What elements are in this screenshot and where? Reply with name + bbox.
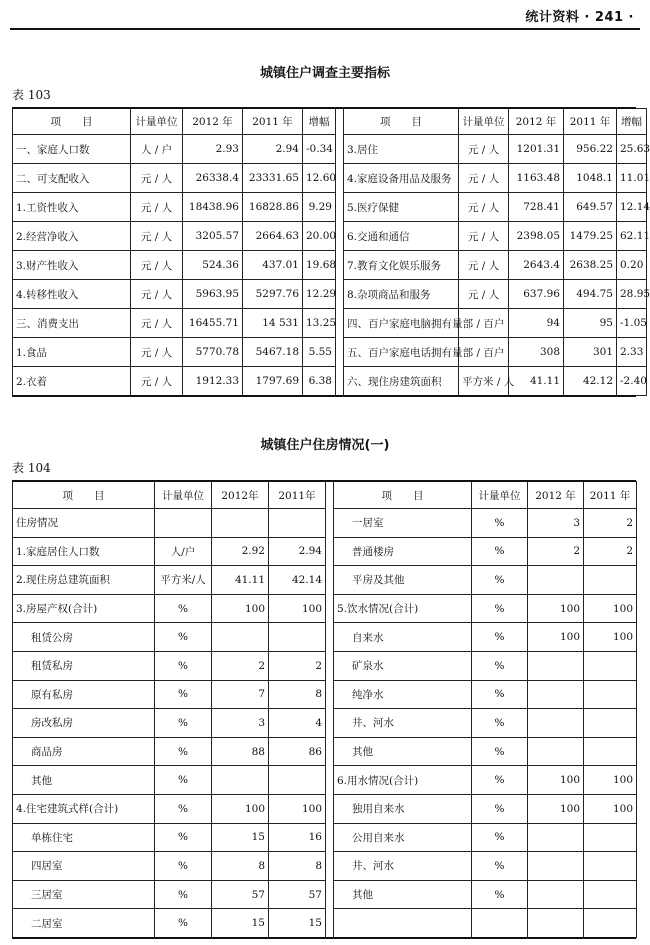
cell-value: 649.57 (564, 193, 617, 222)
cell-value: 437.01 (243, 251, 303, 280)
cell-value: 5467.18 (243, 338, 303, 367)
cell-value: 2398.05 (509, 222, 564, 251)
cell-value: 2664.63 (243, 222, 303, 251)
column-separator (336, 367, 344, 396)
column-header: 项 目 (334, 482, 472, 509)
column-separator (336, 309, 344, 338)
column-header: 2011 年 (564, 109, 617, 135)
cell-value: 15 (212, 823, 269, 852)
row-label: 商品房 (13, 737, 155, 766)
row-label: 5.饮水情况(合计) (334, 594, 472, 623)
table103-title: 城镇住户调查主要指标 (259, 66, 390, 81)
cell-value (528, 880, 584, 909)
row-label: 3.房屋产权(合计) (13, 594, 155, 623)
cell-value: 元 / 人 (131, 164, 183, 193)
cell-value: % (155, 709, 212, 738)
column-separator (326, 509, 334, 538)
cell-value (155, 509, 212, 538)
column-separator (336, 164, 344, 193)
cell-value (528, 852, 584, 881)
cell-value: 308 (509, 338, 564, 367)
row-label: 2.衣着 (13, 367, 131, 396)
cell-value: -0.34 (303, 135, 336, 164)
cell-value (584, 566, 637, 595)
cell-value: 5963.95 (183, 280, 243, 309)
column-header: 2012年 (212, 482, 269, 509)
cell-value: 20.00 (303, 222, 336, 251)
cell-value: 100 (584, 623, 637, 652)
column-separator (336, 193, 344, 222)
table-row (13, 709, 637, 738)
cell-value (528, 823, 584, 852)
cell-value: 15 (212, 909, 269, 938)
column-header: 计量单位 (155, 482, 212, 509)
cell-value: 5297.76 (243, 280, 303, 309)
table-row (13, 880, 637, 909)
column-separator (336, 222, 344, 251)
table-row (13, 594, 637, 623)
column-header: 增幅 (303, 109, 336, 135)
column-separator (336, 280, 344, 309)
table103 (12, 108, 650, 396)
cell-value: 元 / 人 (131, 367, 183, 396)
cell-value: 16828.86 (243, 193, 303, 222)
row-label: 5.医疗保健 (344, 193, 459, 222)
column-separator (326, 823, 334, 852)
cell-value (528, 680, 584, 709)
table103-grid (12, 108, 650, 396)
row-label: 4.住宅建筑式样(合计) (13, 794, 155, 823)
cell-value: 12.29 (303, 280, 336, 309)
cell-value: % (155, 880, 212, 909)
cell-value (584, 823, 637, 852)
cell-value: % (472, 537, 528, 566)
cell-value: 100 (584, 766, 637, 795)
cell-value: 25.63 (617, 135, 647, 164)
column-header: 2012 年 (528, 482, 584, 509)
column-header: 增幅 (617, 109, 647, 135)
cell-value: 1479.25 (564, 222, 617, 251)
cell-value: 18438.96 (183, 193, 243, 222)
row-label: 1.工资性收入 (13, 193, 131, 222)
cell-value: % (472, 680, 528, 709)
cell-value: 26338.4 (183, 164, 243, 193)
cell-value: 100 (528, 623, 584, 652)
table-row (13, 766, 637, 795)
cell-value: 3205.57 (183, 222, 243, 251)
column-separator (326, 880, 334, 909)
cell-value: 6.38 (303, 367, 336, 396)
cell-value: 16 (269, 823, 326, 852)
row-label: 自来水 (334, 623, 472, 652)
row-label: 4.转移性收入 (13, 280, 131, 309)
column-separator (326, 623, 334, 652)
cell-value: % (155, 680, 212, 709)
page-header (10, 0, 640, 30)
row-label: 其他 (334, 737, 472, 766)
cell-value (584, 852, 637, 881)
column-separator (326, 482, 334, 509)
cell-value: 100 (269, 794, 326, 823)
cell-value (269, 623, 326, 652)
cell-value: 2.93 (183, 135, 243, 164)
cell-value: % (155, 852, 212, 881)
row-label: 独用自来水 (334, 794, 472, 823)
row-label: 二居室 (13, 909, 155, 938)
column-header: 2012 年 (509, 109, 564, 135)
cell-value: 100 (212, 794, 269, 823)
cell-value: 1163.48 (509, 164, 564, 193)
cell-value: 2 (528, 537, 584, 566)
table-row (13, 651, 637, 680)
cell-value: 100 (584, 594, 637, 623)
row-label: 二、可支配收入 (13, 164, 131, 193)
cell-value: % (472, 566, 528, 595)
row-label: 8.杂项商品和服务 (344, 280, 459, 309)
table-row (13, 823, 637, 852)
cell-value: 4 (269, 709, 326, 738)
row-label: 1.家庭居住人口数 (13, 537, 155, 566)
row-label: 四居室 (13, 852, 155, 881)
cell-value: 2.33 (617, 338, 647, 367)
cell-value: % (472, 709, 528, 738)
cell-value: 12.60 (303, 164, 336, 193)
table-row (13, 737, 637, 766)
row-label: 7.教育文化娱乐服务 (344, 251, 459, 280)
table-header-row (13, 482, 637, 509)
table-row (13, 794, 637, 823)
cell-value: 1797.69 (243, 367, 303, 396)
table-row (13, 909, 637, 938)
column-separator (326, 737, 334, 766)
cell-value: 元 / 人 (459, 222, 509, 251)
column-separator (326, 566, 334, 595)
cell-value: -1.05 (617, 309, 647, 338)
cell-value: 8 (269, 680, 326, 709)
column-separator (336, 338, 344, 367)
cell-value: % (155, 651, 212, 680)
row-label: 3.财产性收入 (13, 251, 131, 280)
cell-value: 元 / 人 (131, 309, 183, 338)
row-label: 房改私房 (13, 709, 155, 738)
row-label: 平房及其他 (334, 566, 472, 595)
cell-value: 元 / 人 (459, 251, 509, 280)
row-label: 纯净水 (334, 680, 472, 709)
cell-value: 2 (584, 537, 637, 566)
column-separator (326, 852, 334, 881)
row-label: 三、消费支出 (13, 309, 131, 338)
cell-value: % (472, 623, 528, 652)
row-label: 单栋住宅 (13, 823, 155, 852)
cell-value: % (472, 594, 528, 623)
table104 (12, 481, 636, 938)
row-label: 2.经营净收入 (13, 222, 131, 251)
table-row (13, 680, 637, 709)
column-header: 计量单位 (131, 109, 183, 135)
cell-value (584, 737, 637, 766)
cell-value: 部 / 百户 (459, 338, 509, 367)
cell-value: 100 (584, 794, 637, 823)
cell-value (584, 880, 637, 909)
cell-value: 956.22 (564, 135, 617, 164)
cell-value (212, 766, 269, 795)
column-separator (326, 651, 334, 680)
cell-value: 41.11 (509, 367, 564, 396)
cell-value: 部 / 百户 (459, 309, 509, 338)
row-label: 六、现住房建筑面积 (344, 367, 459, 396)
cell-value: 14 531 (243, 309, 303, 338)
cell-value (528, 709, 584, 738)
column-separator (326, 909, 334, 938)
cell-value: 8 (212, 852, 269, 881)
row-label: 租赁私房 (13, 651, 155, 680)
cell-value: 13.25 (303, 309, 336, 338)
column-separator (336, 251, 344, 280)
cell-value: % (155, 737, 212, 766)
cell-value: 100 (528, 594, 584, 623)
row-label: 租赁公房 (13, 623, 155, 652)
cell-value: 88 (212, 737, 269, 766)
column-separator (326, 594, 334, 623)
table-row (13, 164, 647, 193)
cell-value: 16455.71 (183, 309, 243, 338)
cell-value: 元 / 人 (459, 164, 509, 193)
row-label: 其他 (334, 880, 472, 909)
cell-value: % (155, 823, 212, 852)
cell-value: 元 / 人 (131, 280, 183, 309)
cell-value: % (155, 909, 212, 938)
row-label: 其他 (13, 766, 155, 795)
cell-value: 2.92 (212, 537, 269, 566)
cell-value: % (472, 766, 528, 795)
cell-value: % (155, 623, 212, 652)
cell-value: 100 (528, 794, 584, 823)
cell-value: 28.95 (617, 280, 647, 309)
cell-value: 平方米/人 (155, 566, 212, 595)
table-row (13, 338, 647, 367)
cell-value: 301 (564, 338, 617, 367)
table-bottom-rule (12, 395, 636, 397)
cell-value: 41.11 (212, 566, 269, 595)
cell-value: % (472, 651, 528, 680)
cell-value: 元 / 人 (459, 135, 509, 164)
cell-value (528, 566, 584, 595)
cell-value: 1048.1 (564, 164, 617, 193)
table-row (13, 367, 647, 396)
column-header: 2011 年 (584, 482, 637, 509)
row-label: 四、百户家庭电脑拥有量 (344, 309, 459, 338)
table-row (13, 222, 647, 251)
cell-value: 62.11 (617, 222, 647, 251)
cell-value: 人 / 户 (131, 135, 183, 164)
row-label: 6.交通和通信 (344, 222, 459, 251)
cell-value: 5770.78 (183, 338, 243, 367)
cell-value: % (472, 794, 528, 823)
cell-value (212, 509, 269, 538)
cell-value: 元 / 人 (131, 251, 183, 280)
cell-value: 95 (564, 309, 617, 338)
row-label: 一、家庭人口数 (13, 135, 131, 164)
cell-value: 3 (528, 509, 584, 538)
row-label: 普通楼房 (334, 537, 472, 566)
cell-value: % (472, 737, 528, 766)
table-top-rule (12, 107, 636, 109)
cell-value: 23331.65 (243, 164, 303, 193)
column-header: 2011年 (269, 482, 326, 509)
cell-value: 86 (269, 737, 326, 766)
cell-value: 元 / 人 (459, 280, 509, 309)
row-label: 一居室 (334, 509, 472, 538)
cell-value: 0.20 (617, 251, 647, 280)
table-row (13, 623, 637, 652)
cell-value (584, 651, 637, 680)
cell-value (528, 737, 584, 766)
cell-value: 2.94 (243, 135, 303, 164)
column-header: 项 目 (344, 109, 459, 135)
row-label: 住房情况 (13, 509, 155, 538)
cell-value (584, 680, 637, 709)
cell-value: 9.29 (303, 193, 336, 222)
cell-value: 2643.4 (509, 251, 564, 280)
table104-grid (12, 481, 637, 938)
table-row (13, 309, 647, 338)
table-row (13, 852, 637, 881)
row-label: 3.居住 (344, 135, 459, 164)
cell-value: % (155, 794, 212, 823)
table-top-rule (12, 480, 636, 482)
table-row (13, 193, 647, 222)
cell-value: -2.40 (617, 367, 647, 396)
cell-value (584, 909, 637, 938)
cell-value: 7 (212, 680, 269, 709)
column-header: 计量单位 (472, 482, 528, 509)
cell-value (472, 909, 528, 938)
column-separator (326, 537, 334, 566)
table-bottom-rule (12, 937, 636, 939)
cell-value: % (472, 509, 528, 538)
cell-value: 100 (212, 594, 269, 623)
cell-value: 元 / 人 (131, 193, 183, 222)
column-header: 计量单位 (459, 109, 509, 135)
cell-value: 94 (509, 309, 564, 338)
cell-value: 5.55 (303, 338, 336, 367)
cell-value: 728.41 (509, 193, 564, 222)
column-header: 项 目 (13, 482, 155, 509)
column-separator (326, 709, 334, 738)
cell-value: 19.68 (303, 251, 336, 280)
cell-value: 494.75 (564, 280, 617, 309)
page-header-text: 统计资料 · 241 · (525, 10, 634, 25)
cell-value: 8 (269, 852, 326, 881)
cell-value: 57 (269, 880, 326, 909)
row-label: 井、河水 (334, 709, 472, 738)
row-label: 三居室 (13, 880, 155, 909)
cell-value (528, 651, 584, 680)
column-header: 2012 年 (183, 109, 243, 135)
row-label: 6.用水情况(合计) (334, 766, 472, 795)
column-separator (326, 680, 334, 709)
cell-value: 100 (528, 766, 584, 795)
cell-value: 2.94 (269, 537, 326, 566)
cell-value: 人/户 (155, 537, 212, 566)
table-row (13, 135, 647, 164)
cell-value (212, 623, 269, 652)
cell-value: 元 / 人 (459, 193, 509, 222)
cell-value (528, 909, 584, 938)
table104-label: 表 104 (12, 461, 51, 475)
table-header-row (13, 109, 647, 135)
column-header: 项 目 (13, 109, 131, 135)
table-row (13, 566, 637, 595)
row-label: 五、百户家庭电话拥有量 (344, 338, 459, 367)
cell-value (269, 509, 326, 538)
table104-title: 城镇住户住房情况(一) (260, 438, 390, 453)
cell-value: % (472, 823, 528, 852)
cell-value: 2 (212, 651, 269, 680)
column-separator (336, 135, 344, 164)
row-label: 4.家庭设备用品及服务 (344, 164, 459, 193)
cell-value: 42.14 (269, 566, 326, 595)
cell-value: 42.12 (564, 367, 617, 396)
cell-value: 2638.25 (564, 251, 617, 280)
cell-value: % (155, 766, 212, 795)
column-separator (336, 109, 344, 135)
table103-label: 表 103 (12, 88, 51, 102)
row-label: 1.食品 (13, 338, 131, 367)
column-separator (326, 766, 334, 795)
cell-value (269, 766, 326, 795)
cell-value: 57 (212, 880, 269, 909)
cell-value: 元 / 人 (131, 338, 183, 367)
cell-value: 637.96 (509, 280, 564, 309)
cell-value: % (472, 852, 528, 881)
cell-value: 1912.33 (183, 367, 243, 396)
cell-value: % (155, 594, 212, 623)
cell-value: 100 (269, 594, 326, 623)
table-row (13, 509, 637, 538)
cell-value: 11.01 (617, 164, 647, 193)
cell-value (584, 709, 637, 738)
cell-value: 12.14 (617, 193, 647, 222)
row-label: 2.现住房总建筑面积 (13, 566, 155, 595)
table-row (13, 537, 637, 566)
row-label: 井、河水 (334, 852, 472, 881)
column-header: 2011 年 (243, 109, 303, 135)
cell-value: 1201.31 (509, 135, 564, 164)
table-row (13, 251, 647, 280)
column-separator (326, 794, 334, 823)
row-label: 原有私房 (13, 680, 155, 709)
cell-value: 2 (269, 651, 326, 680)
cell-value: 平方米 / 人 (459, 367, 509, 396)
table-row (13, 280, 647, 309)
cell-value: 3 (212, 709, 269, 738)
cell-value: 元 / 人 (131, 222, 183, 251)
row-label: 矿泉水 (334, 651, 472, 680)
cell-value: 2 (584, 509, 637, 538)
row-label: 公用自来水 (334, 823, 472, 852)
row-label (334, 909, 472, 938)
cell-value: 524.36 (183, 251, 243, 280)
cell-value: % (472, 880, 528, 909)
cell-value: 15 (269, 909, 326, 938)
